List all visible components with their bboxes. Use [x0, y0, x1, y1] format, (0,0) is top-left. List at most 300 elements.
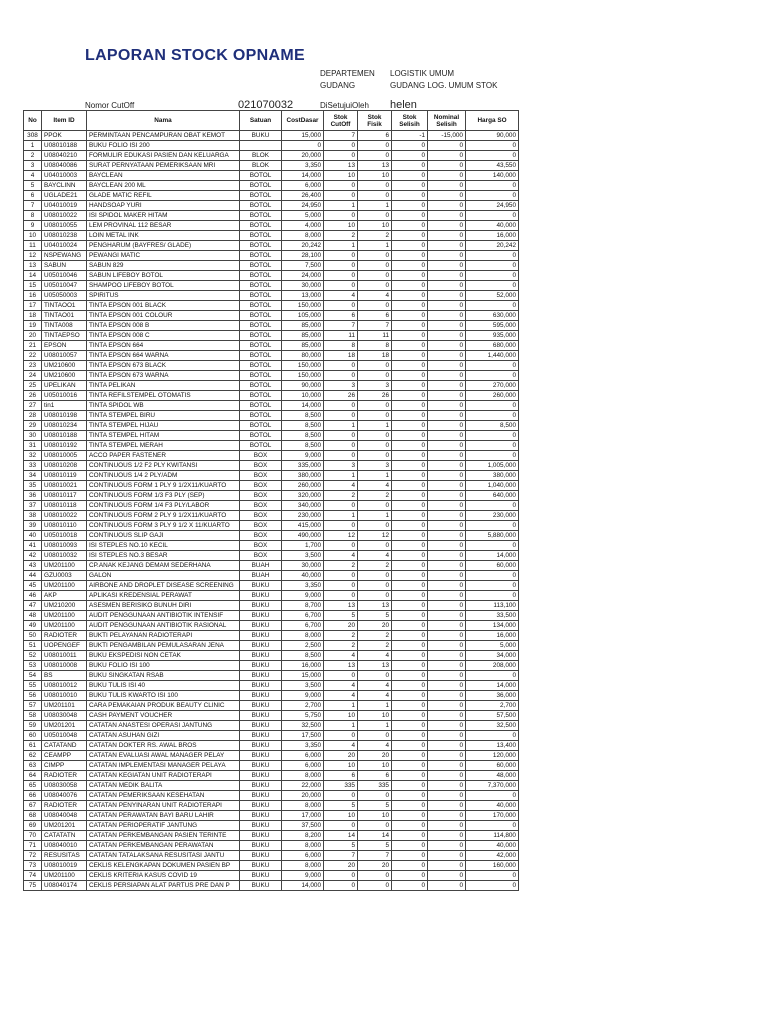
cell-item-id: UM210600	[42, 361, 87, 371]
cell-item-id: U08010032	[42, 551, 87, 561]
cell-item-id: U04010024	[42, 241, 87, 251]
cell-no: 62	[24, 751, 42, 761]
cell-stok-selisih: 0	[392, 701, 428, 711]
cell-harga-so: 43,550	[466, 161, 519, 171]
cell-harga-so: 2,700	[466, 701, 519, 711]
cell-cost-dasar: 7,500	[282, 261, 324, 271]
cell-harga-so: 0	[466, 401, 519, 411]
cell-cost-dasar: 6,000	[282, 851, 324, 861]
cell-stok-fisik: 7	[358, 851, 392, 861]
cell-item-id: U04010019	[42, 201, 87, 211]
cell-cost-dasar: 8,000	[282, 231, 324, 241]
cell-stok-fisik: 0	[358, 581, 392, 591]
cell-item-id: RADIOTER	[42, 631, 87, 641]
cell-item-id: UM201201	[42, 721, 87, 731]
cell-cost-dasar: 13,000	[282, 291, 324, 301]
cell-no: 56	[24, 691, 42, 701]
col-header-stok-fisik: Stok Fisik	[358, 111, 392, 131]
cell-nama: BAYCLEAN	[87, 171, 240, 181]
cell-nominal-selisih: 0	[428, 691, 466, 701]
cell-stok-cutoff: 6	[324, 311, 358, 321]
cell-stok-fisik: 3	[358, 381, 392, 391]
cell-satuan: BUKU	[240, 741, 282, 751]
cell-stok-selisih: 0	[392, 661, 428, 671]
cell-stok-fisik: 0	[358, 411, 392, 421]
cell-stok-selisih: 0	[392, 851, 428, 861]
cell-nominal-selisih: 0	[428, 791, 466, 801]
cell-item-id: U08010110	[42, 521, 87, 531]
cell-satuan: BUKU	[240, 771, 282, 781]
cell-nama: CONTINUOUS FORM 1/4 F3 PLY/LABOR	[87, 501, 240, 511]
cell-stok-selisih: 0	[392, 211, 428, 221]
cell-stok-cutoff: 3	[324, 461, 358, 471]
cell-cost-dasar: 6,000	[282, 181, 324, 191]
cell-stok-fisik: 0	[358, 211, 392, 221]
cell-item-id: U08040086	[42, 161, 87, 171]
cell-satuan: BUKU	[240, 631, 282, 641]
cell-stok-cutoff: 2	[324, 641, 358, 651]
cell-stok-selisih: 0	[392, 301, 428, 311]
cell-stok-selisih: 0	[392, 411, 428, 421]
cell-stok-cutoff: 0	[324, 401, 358, 411]
cell-satuan: BOX	[240, 471, 282, 481]
cell-cost-dasar: 20,000	[282, 791, 324, 801]
cell-nama: HANDSOAP YURI	[87, 201, 240, 211]
table-row	[24, 741, 519, 751]
cell-no: 32	[24, 451, 42, 461]
cell-no: 40	[24, 531, 42, 541]
cell-nominal-selisih: 0	[428, 251, 466, 261]
cell-stok-cutoff: 4	[324, 691, 358, 701]
cell-stok-cutoff: 11	[324, 331, 358, 341]
cell-satuan: BOTOL	[240, 361, 282, 371]
cell-stok-fisik: 13	[358, 161, 392, 171]
cell-no: 17	[24, 301, 42, 311]
cell-cost-dasar: 14,000	[282, 171, 324, 181]
cell-cost-dasar: 5,750	[282, 711, 324, 721]
cell-stok-selisih: 0	[392, 481, 428, 491]
cell-satuan: BUKU	[240, 621, 282, 631]
cell-nama: BUKU FOLIO ISI 100	[87, 661, 240, 671]
cell-stok-fisik: 0	[358, 151, 392, 161]
cell-satuan: BUAH	[240, 561, 282, 571]
cell-stok-selisih: 0	[392, 371, 428, 381]
cell-nama: ISI STEPLES NO.3 BESAR	[87, 551, 240, 561]
cell-item-id: RADIOTER	[42, 771, 87, 781]
cell-stok-cutoff: 26	[324, 391, 358, 401]
cell-nominal-selisih: 0	[428, 481, 466, 491]
cell-item-id: U08010119	[42, 471, 87, 481]
cell-harga-so: 13,400	[466, 741, 519, 751]
cell-nama: CATATAN PERAWATAN BAYI BARU LAHIR	[87, 811, 240, 821]
table-row	[24, 721, 519, 731]
cell-stok-cutoff: 20	[324, 621, 358, 631]
cell-no: 5	[24, 181, 42, 191]
cell-nama: ISI STEPLES NO.10 KECIL	[87, 541, 240, 551]
cell-nominal-selisih: 0	[428, 271, 466, 281]
cell-harga-so: 0	[466, 441, 519, 451]
cell-cost-dasar: 14,000	[282, 881, 324, 891]
cell-cost-dasar: 3,500	[282, 551, 324, 561]
cell-stok-selisih: 0	[392, 761, 428, 771]
cell-item-id: EPSON	[42, 341, 87, 351]
cell-nominal-selisih: 0	[428, 591, 466, 601]
cell-cost-dasar: 32,500	[282, 721, 324, 731]
cell-satuan	[240, 141, 282, 151]
cell-nominal-selisih: 0	[428, 181, 466, 191]
cell-satuan: BOTOL	[240, 441, 282, 451]
cell-satuan: BOTOL	[240, 351, 282, 361]
cell-nominal-selisih: 0	[428, 881, 466, 891]
cell-stok-selisih: 0	[392, 691, 428, 701]
cell-stok-cutoff: 10	[324, 711, 358, 721]
cell-no: 4	[24, 171, 42, 181]
cell-nominal-selisih: 0	[428, 611, 466, 621]
approved-label: DiSetujuiOleh	[320, 101, 369, 110]
cell-no: 308	[24, 131, 42, 141]
cell-stok-cutoff: 18	[324, 351, 358, 361]
cell-satuan: BUKU	[240, 781, 282, 791]
cell-stok-cutoff: 4	[324, 741, 358, 751]
cell-item-id: UPELIKAN	[42, 381, 87, 391]
cell-stok-cutoff: 0	[324, 791, 358, 801]
table-row	[24, 811, 519, 821]
cell-stok-selisih: 0	[392, 181, 428, 191]
cell-nominal-selisih: 0	[428, 741, 466, 751]
cell-nama: ASESMEN BERISIKO BUNUH DIRI	[87, 601, 240, 611]
cell-nama: PERMINTAAN PENCAMPURAN OBAT KEMOT	[87, 131, 240, 141]
cell-cost-dasar: 8,500	[282, 651, 324, 661]
cell-cost-dasar: 17,000	[282, 811, 324, 821]
cell-nominal-selisih: 0	[428, 651, 466, 661]
cell-nama: CATATAN PERIOPERATIF JANTUNG	[87, 821, 240, 831]
cell-item-id: tin1	[42, 401, 87, 411]
cell-nominal-selisih: 0	[428, 161, 466, 171]
cell-stok-selisih: 0	[392, 451, 428, 461]
cell-harga-so: 0	[466, 521, 519, 531]
cell-nama: CATATAN PERKEMBANGAN PERAWATAN	[87, 841, 240, 851]
cell-nama: CATATAN TATALAKSANA RESUSITASI JANTU	[87, 851, 240, 861]
cell-stok-selisih: 0	[392, 401, 428, 411]
cell-stok-cutoff: 0	[324, 361, 358, 371]
cell-nama: CATATAN PEMERIKSAAN KESEHATAN	[87, 791, 240, 801]
cell-stok-fisik: 1	[358, 241, 392, 251]
cell-stok-cutoff: 0	[324, 671, 358, 681]
cell-nama: CEKLIS PERSIAPAN ALAT PARTUS PRE DAN P	[87, 881, 240, 891]
cell-satuan: BUKU	[240, 691, 282, 701]
cell-no: 14	[24, 271, 42, 281]
cell-cost-dasar: 9,000	[282, 591, 324, 601]
cell-cost-dasar: 5,000	[282, 211, 324, 221]
cell-stok-selisih: 0	[392, 361, 428, 371]
cell-harga-so: 14,000	[466, 681, 519, 691]
cell-stok-cutoff: 8	[324, 341, 358, 351]
cell-nominal-selisih: 0	[428, 711, 466, 721]
col-header-cost-dasar: CostDasar	[282, 111, 324, 131]
cell-satuan: BUKU	[240, 761, 282, 771]
cell-stok-selisih: 0	[392, 861, 428, 871]
cell-stok-cutoff: 1	[324, 721, 358, 731]
cell-satuan: BUKU	[240, 661, 282, 671]
cell-nama: TINTA EPSON 008 B	[87, 321, 240, 331]
cell-nominal-selisih: 0	[428, 621, 466, 631]
cell-stok-cutoff: 0	[324, 441, 358, 451]
cell-stok-fisik: 2	[358, 491, 392, 501]
cell-nominal-selisih: 0	[428, 261, 466, 271]
cell-stok-cutoff: 0	[324, 141, 358, 151]
cell-stok-fisik: 7	[358, 321, 392, 331]
table-row	[24, 261, 519, 271]
cell-item-id: U08010022	[42, 511, 87, 521]
cell-no: 49	[24, 621, 42, 631]
cell-harga-so: 0	[466, 731, 519, 741]
cell-stok-fisik: 10	[358, 711, 392, 721]
departemen-value: LOGISTIK UMUM	[390, 69, 455, 78]
cell-no: 19	[24, 321, 42, 331]
cell-cost-dasar: 8,500	[282, 441, 324, 451]
cell-satuan: BUKU	[240, 861, 282, 871]
cell-nominal-selisih: 0	[428, 321, 466, 331]
cell-stok-fisik: 2	[358, 631, 392, 641]
cell-stok-fisik: 12	[358, 531, 392, 541]
cell-harga-so: 5,000	[466, 641, 519, 651]
cell-nama: CATATAN ASUHAN GIZI	[87, 731, 240, 741]
cell-stok-selisih: 0	[392, 261, 428, 271]
cell-nominal-selisih: 0	[428, 351, 466, 361]
cell-stok-selisih: 0	[392, 621, 428, 631]
cell-stok-selisih: 0	[392, 821, 428, 831]
cell-stok-cutoff: 0	[324, 541, 358, 551]
cell-satuan: BOTOL	[240, 231, 282, 241]
cell-cost-dasar: 24,000	[282, 271, 324, 281]
cell-cost-dasar: 15,000	[282, 671, 324, 681]
cell-satuan: BOTOL	[240, 311, 282, 321]
cell-nominal-selisih: 0	[428, 761, 466, 771]
cell-no: 37	[24, 501, 42, 511]
cell-item-id: AKP	[42, 591, 87, 601]
cell-stok-fisik: 0	[358, 671, 392, 681]
cell-harga-so: 0	[466, 591, 519, 601]
cell-no: 52	[24, 651, 42, 661]
cell-nominal-selisih: 0	[428, 461, 466, 471]
cell-no: 60	[24, 731, 42, 741]
cell-satuan: BUKU	[240, 831, 282, 841]
cell-stok-fisik: 5	[358, 841, 392, 851]
cell-item-id: TINTAO01	[42, 311, 87, 321]
cell-harga-so: 0	[466, 181, 519, 191]
cell-no: 24	[24, 371, 42, 381]
cell-cost-dasar: 150,000	[282, 361, 324, 371]
cell-no: 55	[24, 681, 42, 691]
cell-stok-cutoff: 20	[324, 861, 358, 871]
cell-satuan: BUKU	[240, 671, 282, 681]
cell-stok-cutoff: 2	[324, 491, 358, 501]
cell-stok-fisik: 2	[358, 231, 392, 241]
cell-stok-selisih: 0	[392, 141, 428, 151]
cell-no: 75	[24, 881, 42, 891]
cell-item-id: U05010018	[42, 531, 87, 541]
cell-no: 7	[24, 201, 42, 211]
cell-cost-dasar: 6,700	[282, 611, 324, 621]
cell-no: 31	[24, 441, 42, 451]
table-row	[24, 591, 519, 601]
cell-stok-fisik: 5	[358, 801, 392, 811]
cell-stok-cutoff: 20	[324, 751, 358, 761]
cell-stok-fisik: 6	[358, 311, 392, 321]
cell-stok-selisih: 0	[392, 491, 428, 501]
cell-cost-dasar: 8,000	[282, 841, 324, 851]
cell-nama: ACCO PAPER FASTENER	[87, 451, 240, 461]
cell-item-id: U08010019	[42, 861, 87, 871]
gudang-value: GUDANG LOG. UMUM STOK	[390, 81, 498, 90]
cell-stok-cutoff: 0	[324, 301, 358, 311]
cell-harga-so: 0	[466, 821, 519, 831]
cell-stok-fisik: 0	[358, 521, 392, 531]
cell-stok-fisik: 0	[358, 251, 392, 261]
cell-no: 6	[24, 191, 42, 201]
cell-item-id: U05010016	[42, 391, 87, 401]
cell-stok-cutoff: 13	[324, 661, 358, 671]
cell-item-id: U08010005	[42, 451, 87, 461]
cell-harga-so: 230,000	[466, 511, 519, 521]
table-row	[24, 441, 519, 451]
cell-harga-so: 0	[466, 371, 519, 381]
cell-nama: TINTA EPSON 008 C	[87, 331, 240, 341]
cell-satuan: BUKU	[240, 711, 282, 721]
cell-nama: TINTA STEMPEL HITAM	[87, 431, 240, 441]
cell-harga-so: 0	[466, 451, 519, 461]
cell-nama: TINTA EPSON 673 BLACK	[87, 361, 240, 371]
cell-item-id: TINTAEPSO	[42, 331, 87, 341]
cell-nominal-selisih: 0	[428, 641, 466, 651]
cell-item-id: UM201101	[42, 701, 87, 711]
cell-item-id: UM201100	[42, 871, 87, 881]
cell-item-id: U08010188	[42, 431, 87, 441]
cell-cost-dasar: 340,000	[282, 501, 324, 511]
cell-satuan: BUAH	[240, 571, 282, 581]
cell-satuan: BOX	[240, 491, 282, 501]
cell-no: 72	[24, 851, 42, 861]
cell-harga-so: 48,000	[466, 771, 519, 781]
cell-item-id: RADIOTER	[42, 801, 87, 811]
cell-stok-selisih: 0	[392, 651, 428, 661]
cell-stok-selisih: 0	[392, 231, 428, 241]
cell-satuan: BUKU	[240, 611, 282, 621]
cell-stok-selisih: 0	[392, 601, 428, 611]
cell-stok-selisih: 0	[392, 351, 428, 361]
cell-stok-fisik: 0	[358, 451, 392, 461]
cell-satuan: BUKU	[240, 721, 282, 731]
cell-item-id: NSPEWANG	[42, 251, 87, 261]
table-row	[24, 501, 519, 511]
cell-cost-dasar: 415,000	[282, 521, 324, 531]
cell-no: 41	[24, 541, 42, 551]
cell-cost-dasar: 80,000	[282, 351, 324, 361]
cell-item-id: UM201100	[42, 581, 87, 591]
cell-no: 27	[24, 401, 42, 411]
cell-no: 26	[24, 391, 42, 401]
cell-satuan: BOTOL	[240, 291, 282, 301]
cell-nominal-selisih: 0	[428, 801, 466, 811]
cell-nominal-selisih: 0	[428, 571, 466, 581]
cell-satuan: BUKU	[240, 651, 282, 661]
cell-stok-fisik: 0	[358, 281, 392, 291]
cell-stok-selisih: 0	[392, 281, 428, 291]
cell-harga-so: 1,005,000	[466, 461, 519, 471]
cell-cost-dasar: 20,242	[282, 241, 324, 251]
cell-nominal-selisih: 0	[428, 821, 466, 831]
cell-cost-dasar: 24,950	[282, 201, 324, 211]
cell-nominal-selisih: 0	[428, 331, 466, 341]
cell-satuan: BOTOL	[240, 191, 282, 201]
cell-cost-dasar: 320,000	[282, 491, 324, 501]
table-row	[24, 461, 519, 471]
cell-nominal-selisih: 0	[428, 341, 466, 351]
cell-item-id: U08010117	[42, 491, 87, 501]
cell-stok-cutoff: 0	[324, 271, 358, 281]
cell-stok-cutoff: 1	[324, 471, 358, 481]
cell-cost-dasar: 28,100	[282, 251, 324, 261]
cell-cost-dasar: 22,000	[282, 781, 324, 791]
cell-cost-dasar: 30,000	[282, 561, 324, 571]
cell-nama: TINTA EPSON 673 WARNA	[87, 371, 240, 381]
cell-harga-so: 680,000	[466, 341, 519, 351]
cell-stok-cutoff: 5	[324, 611, 358, 621]
cell-no: 51	[24, 641, 42, 651]
cell-cost-dasar: 3,350	[282, 581, 324, 591]
cell-stok-fisik: 1	[358, 721, 392, 731]
cell-cost-dasar: 6,000	[282, 761, 324, 771]
cell-item-id: U08010118	[42, 501, 87, 511]
departemen-label: DEPARTEMEN	[320, 69, 375, 78]
cell-harga-so: 20,242	[466, 241, 519, 251]
cell-stok-cutoff: 4	[324, 681, 358, 691]
cell-stok-cutoff: 0	[324, 151, 358, 161]
cell-stok-cutoff: 0	[324, 451, 358, 461]
table-row	[24, 211, 519, 221]
cell-cost-dasar: 3,350	[282, 161, 324, 171]
cell-cost-dasar: 2,500	[282, 641, 324, 651]
cell-stok-selisih: 0	[392, 291, 428, 301]
col-header-item-id: Item ID	[42, 111, 87, 131]
cell-nominal-selisih: 0	[428, 451, 466, 461]
cell-stok-fisik: 6	[358, 131, 392, 141]
cell-stok-fisik: 2	[358, 641, 392, 651]
cell-stok-fisik: 0	[358, 591, 392, 601]
cell-satuan: BOX	[240, 551, 282, 561]
cell-harga-so: 0	[466, 671, 519, 681]
cell-stok-cutoff: 10	[324, 811, 358, 821]
col-header-nama: Nama	[87, 111, 240, 131]
cell-stok-selisih: 0	[392, 551, 428, 561]
cell-cost-dasar: 37,500	[282, 821, 324, 831]
cell-item-id: U08010198	[42, 411, 87, 421]
cell-item-id: U08010021	[42, 481, 87, 491]
cell-no: 8	[24, 211, 42, 221]
cell-nominal-selisih: 0	[428, 511, 466, 521]
cell-item-id: U08030048	[42, 711, 87, 721]
cell-stok-cutoff: 2	[324, 231, 358, 241]
table-row	[24, 201, 519, 211]
table-row	[24, 731, 519, 741]
cell-nama: SPIRITUS	[87, 291, 240, 301]
cell-no: 25	[24, 381, 42, 391]
cell-stok-cutoff: 0	[324, 191, 358, 201]
cell-stok-selisih: 0	[392, 541, 428, 551]
cell-stok-cutoff: 4	[324, 651, 358, 661]
cell-nominal-selisih: 0	[428, 521, 466, 531]
cell-stok-fisik: 0	[358, 871, 392, 881]
